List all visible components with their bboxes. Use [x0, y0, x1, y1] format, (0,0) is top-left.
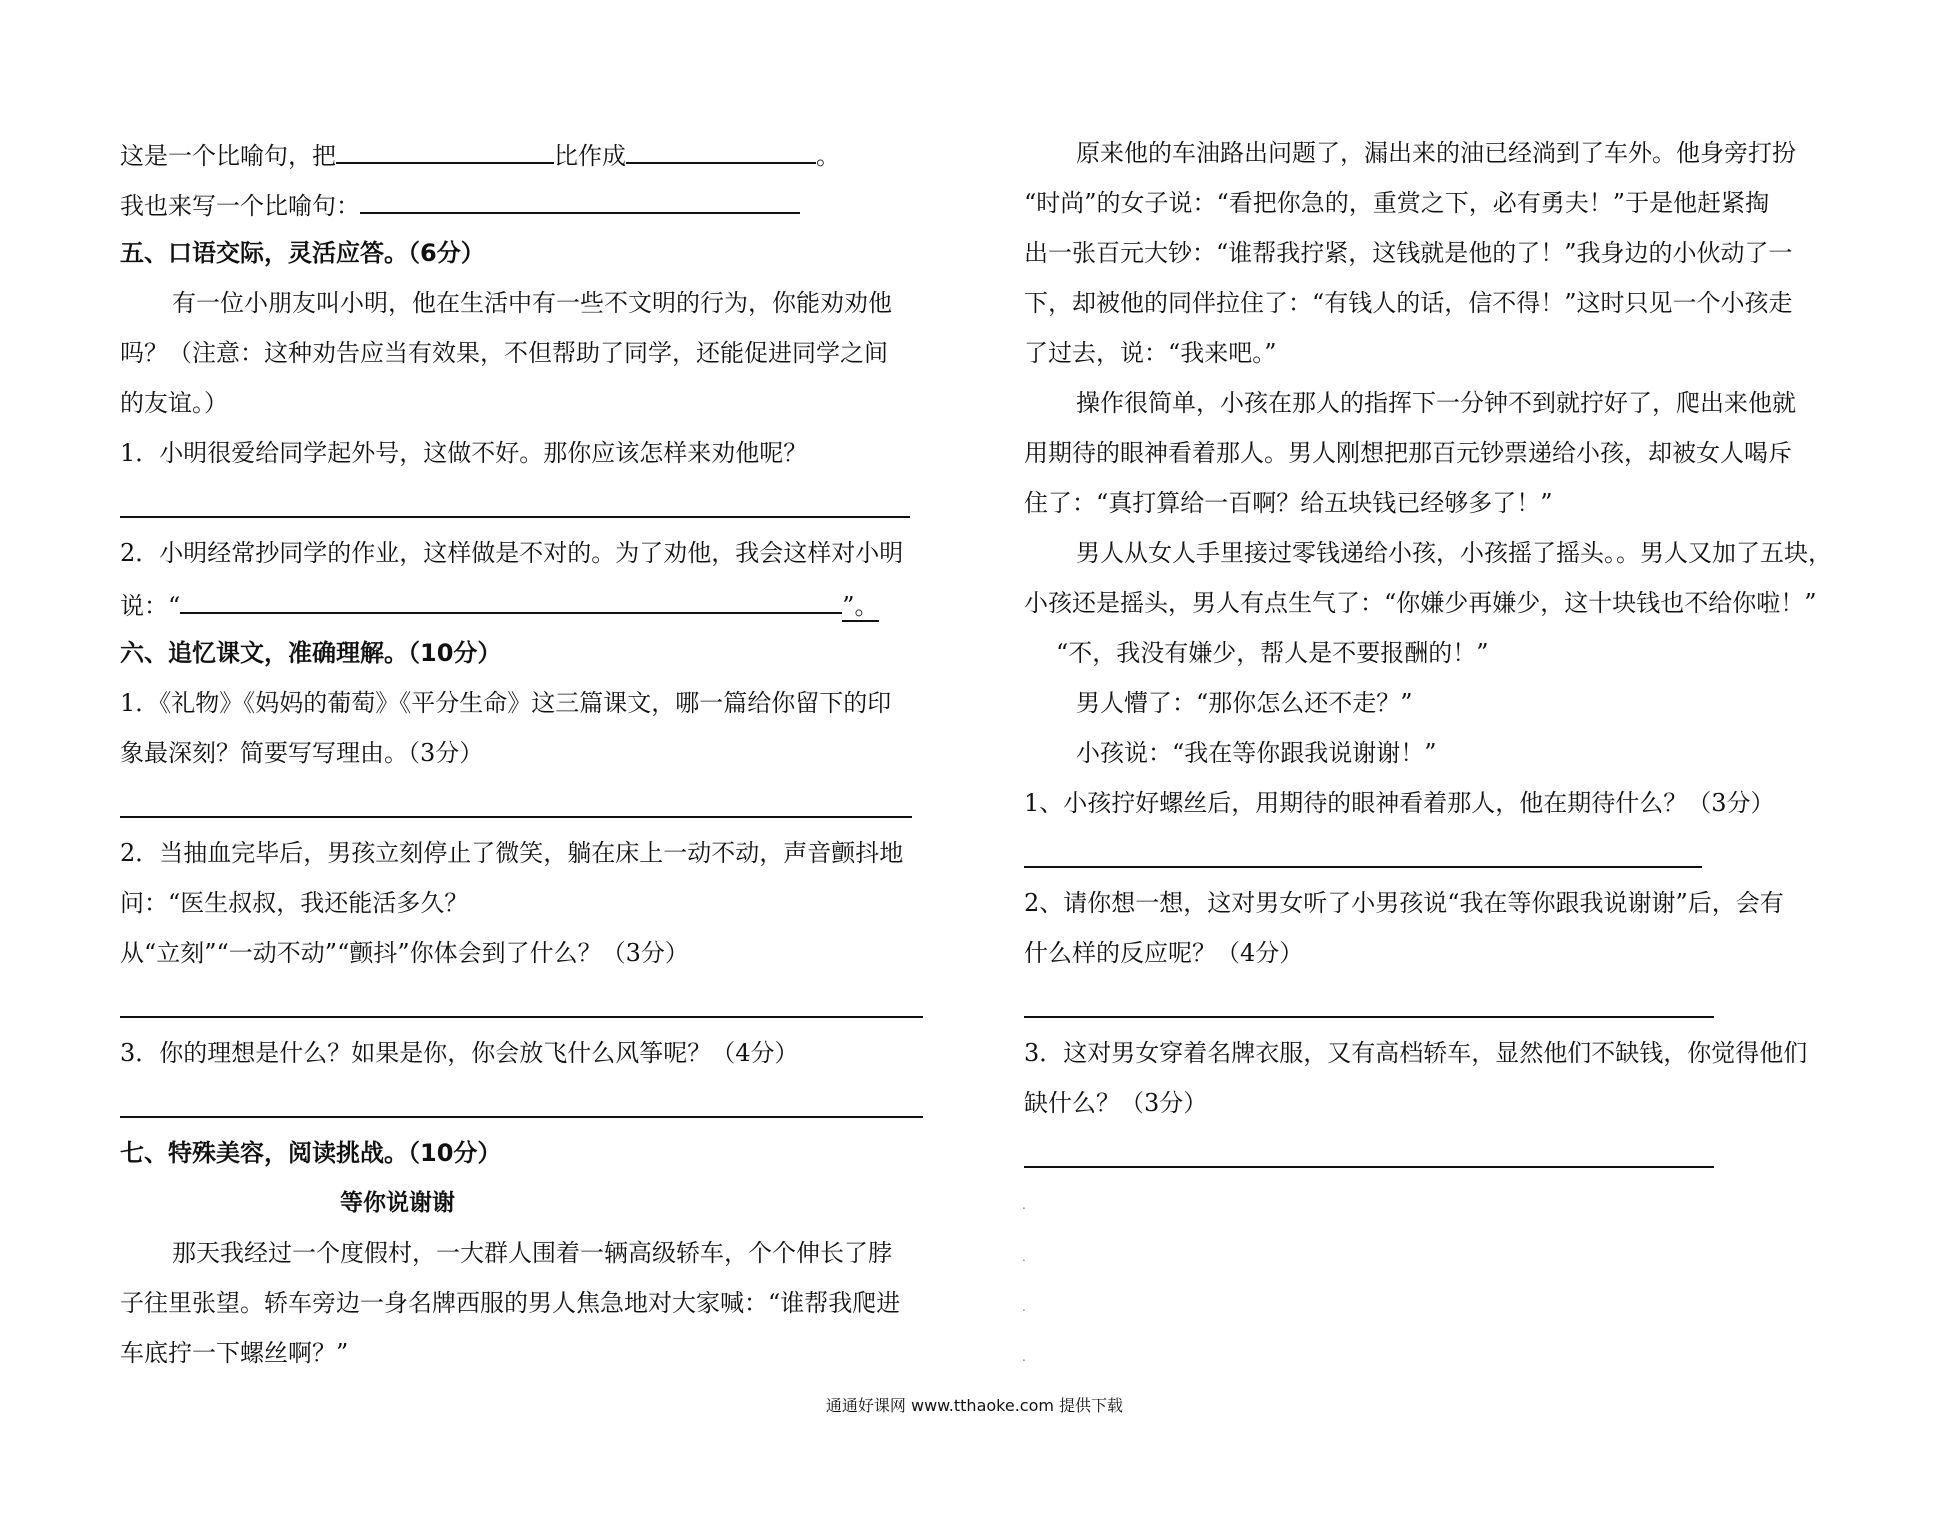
- section6-heading: 六、追忆课文，准确理解。（10分）: [120, 639, 502, 667]
- answer-blank[interactable]: [180, 578, 842, 614]
- story-paragraph-line: 原来他的车油路出问题了，漏出来的油已经淌到了车外。他身旁打扮: [1076, 139, 1796, 167]
- simile-line: [120, 128, 940, 178]
- left-column: [120, 128, 940, 1378]
- answer-line[interactable]: [120, 478, 940, 528]
- section5-question-1: 1．小明很爱给同学起外号，这做不好。那你应该怎样来劝他呢？: [120, 439, 808, 467]
- reading-question-2: 2、请你想一想，这对男女听了小男孩说“我在等你跟我说谢谢”后，会有: [1024, 889, 1784, 917]
- simile-end: 。: [816, 142, 840, 170]
- section6-question-1: 象最深刻？简要写写理由。（3分）: [120, 739, 484, 767]
- answer-rule: [120, 516, 910, 518]
- story-paragraph-line: 男人从女人手里接过零钱递给小孩，小孩摇了摇头。。男人又加了五块，: [1076, 539, 1832, 567]
- story-paragraph-line: “时尚”的女子说：“看把你急的，重赏之下，必有勇夫！”于是他赶紧掏: [1024, 189, 1770, 217]
- answer-line[interactable]: [1024, 1128, 1842, 1178]
- answer-blank[interactable]: [360, 178, 800, 214]
- section6-question-1: 1．《礼物》《妈妈的葡萄》《平分生命》这三篇课文，哪一篇给你留下的印: [120, 689, 892, 717]
- answer-rule: [120, 1016, 923, 1018]
- right-column: [1024, 128, 1842, 1178]
- answer-rule: [120, 816, 912, 818]
- simile-pre: 这是一个比喻句，把: [120, 142, 336, 170]
- answer-rule: [1024, 1166, 1714, 1168]
- answer-line[interactable]: [120, 1078, 940, 1128]
- my-simile-line: [120, 178, 940, 228]
- answer-rule: [1024, 1016, 1714, 1018]
- story-paragraph-line: 子往里张望。轿车旁边一身名牌西服的男人焦急地对大家喊：“谁帮我爬进: [120, 1289, 901, 1317]
- reading-question-3: 3．这对男女穿着名牌衣服，又有高档轿车，显然他们不缺钱，你觉得他们: [1024, 1039, 1808, 1067]
- margin-mark: .: [1022, 1250, 1026, 1264]
- section5-question-2-answer: [120, 578, 940, 628]
- story-paragraph-line: “不，我没有嫌少，帮人是不要报酬的！”: [1056, 639, 1489, 667]
- section6-question-2: 问：“医生叔叔，我还能活多久？: [120, 889, 469, 917]
- reading-question-1: 1、小孩拧好螺丝后，用期待的眼神看着那人，他在期待什么？（3分）: [1024, 789, 1775, 817]
- section5-intro-line: 有一位小朋友叫小明，他在生活中有一些不文明的行为，你能劝劝他: [172, 289, 892, 317]
- story-paragraph-line: 那天我经过一个度假村，一大群人围着一辆高级轿车，个个伸长了脖: [172, 1239, 892, 1267]
- my-simile-label: 我也来写一个比喻句：: [120, 192, 360, 220]
- section5-intro-line: 的友谊。）: [120, 389, 228, 417]
- section6-question-2: 2．当抽血完毕后，男孩立刻停止了微笑，躺在床上一动不动，声音颤抖地: [120, 839, 904, 867]
- footer-source: 通通好课网 www.tthaoke.com 提供下载: [825, 1396, 1124, 1415]
- answer-line[interactable]: [120, 778, 940, 828]
- story-paragraph-line: 男人懵了：“那你怎么还不走？”: [1076, 689, 1413, 717]
- margin-mark: .: [1022, 1300, 1026, 1314]
- section5-question-2: 2．小明经常抄同学的作业，这样做是不对的。为了劝他，我会这样对小明: [120, 539, 904, 567]
- simile-mid: 比作成: [554, 142, 626, 170]
- section5-heading: 五、口语交际，灵活应答。（6分）: [120, 239, 485, 267]
- story-paragraph-line: 出一张百元大钞：“谁帮我拧紧，这钱就是他的了！”我身边的小伙动了一: [1024, 239, 1793, 267]
- story-paragraph-line: 小孩说：“我在等你跟我说谢谢！”: [1076, 739, 1437, 767]
- story-paragraph-line: 用期待的眼神看着那人。男人刚想把那百元钞票递给小孩，却被女人喝斥: [1024, 439, 1792, 467]
- margin-mark: .: [1022, 1350, 1026, 1364]
- section5-intro-line: 吗？（注意：这种劝告应当有效果，不但帮助了同学，还能促进同学之间: [120, 339, 888, 367]
- reading-question-3: 缺什么？（3分）: [1024, 1089, 1208, 1117]
- margin-mark: .: [1022, 1198, 1026, 1212]
- story-paragraph-line: 操作很简单，小孩在那人的指挥下一分钟不到就拧好了，爬出来他就: [1076, 389, 1796, 417]
- story-paragraph-line: 住了：“真打算给一百啊？给五块钱已经够多了！”: [1024, 489, 1553, 517]
- answer-line[interactable]: [1024, 828, 1842, 878]
- answer-line[interactable]: [1024, 978, 1842, 1028]
- story-paragraph-line: 了过去，说：“我来吧。”: [1024, 339, 1277, 367]
- quote-open: 说：“: [120, 592, 181, 620]
- story-paragraph-line: 小孩还是摇头，男人有点生气了：“你嫌少再嫌少，这十块钱也不给你啦！”: [1024, 589, 1817, 617]
- story-paragraph-line: 车底拧一下螺丝啊？”: [120, 1339, 349, 1367]
- answer-blank[interactable]: [336, 128, 554, 164]
- answer-rule: [1024, 866, 1702, 868]
- answer-rule: [120, 1116, 923, 1118]
- section7-heading: 七、特殊美容，阅读挑战。（10分）: [120, 1139, 502, 1167]
- quote-close: ”。: [842, 592, 879, 620]
- story-paragraph-line: 下，却被他的同伴拉住了：“有钱人的话，信不得！”这时只见一个小孩走: [1024, 289, 1793, 317]
- section6-question-2: 从“立刻”“一动不动”“颤抖”你体会到了什么？（3分）: [120, 939, 689, 967]
- answer-blank[interactable]: [626, 128, 816, 164]
- reading-question-2: 什么样的反应呢？（4分）: [1024, 939, 1304, 967]
- answer-line[interactable]: [120, 978, 940, 1028]
- section6-question-3: 3．你的理想是什么？如果是你，你会放飞什么风筝呢？（4分）: [120, 1039, 799, 1067]
- story-title: 等你说谢谢: [340, 1190, 455, 1216]
